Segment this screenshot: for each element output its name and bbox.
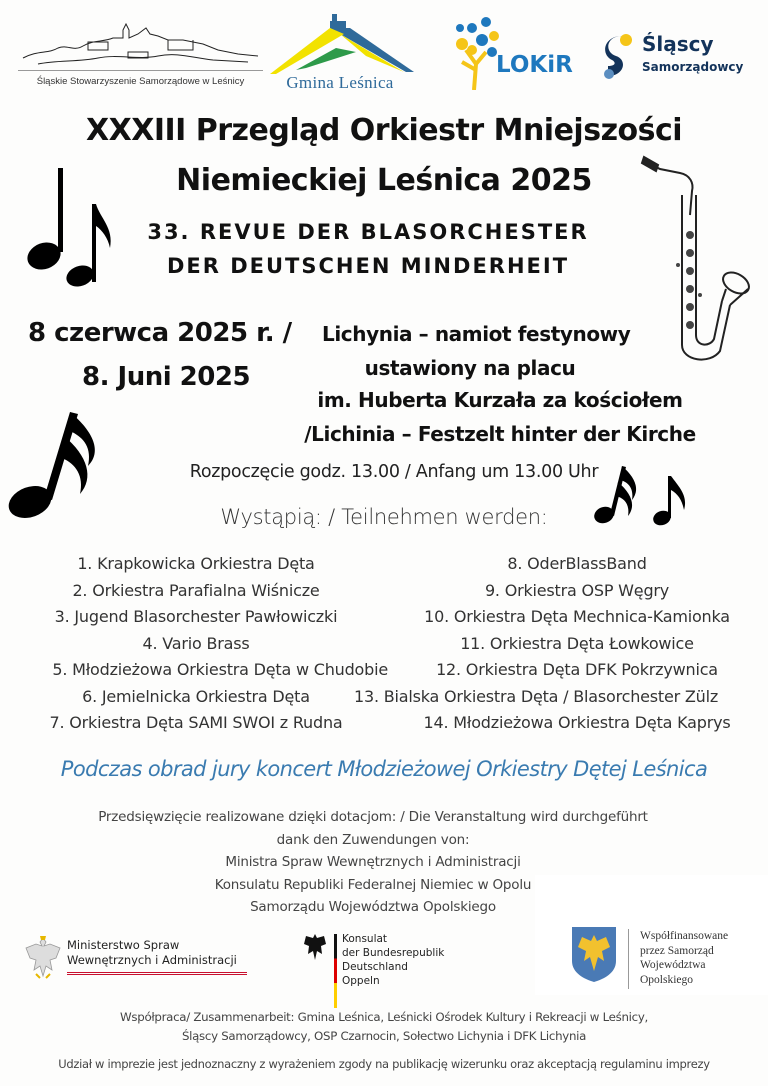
list-item: 14. Młodzieżowa Orkiestra Dęta Kaprys [423, 713, 731, 732]
list-item: 12. Orkiestra Dęta DFK Pokrzywnica [436, 660, 718, 679]
culture-tree-icon [452, 14, 502, 90]
slascy-wordmark: Śląscy [642, 32, 714, 56]
konsulat-line1: Konsulat [342, 933, 388, 945]
list-item: 1. Krapkowicka Orkiestra Dęta [77, 554, 315, 573]
logo-gmina-lesnica [266, 12, 414, 94]
date-polish: 8 czerwca 2025 r. / [28, 318, 292, 348]
lokir-wordmark: LOKiR [496, 52, 573, 78]
logo-konsulat [302, 932, 512, 1012]
konsulat-name [342, 932, 512, 988]
logo-slaskie-stowarzyszenie-samorzadowe [18, 20, 263, 95]
list-item: 13. Bialska Orkiestra Dęta / Blasorchester Zülz [354, 686, 719, 706]
venue-line4: /Lichinia – Festzelt hinter der Kirche [304, 422, 696, 446]
participants-list-right [354, 553, 768, 739]
german-flag-stripe [334, 934, 337, 1008]
venue-line1: Lichynia – namiot festynowy [322, 322, 631, 346]
list-item: 10. Orkiestra Dęta Mechnica-Kamionka [424, 607, 730, 626]
participants-heading: Wystąpią: / Teilnehmen werden: [220, 505, 548, 529]
logo-slascy-samorzadowcy [602, 32, 742, 84]
logo-lokir [452, 14, 582, 90]
logo-caption: Gmina Leśnica [286, 73, 394, 92]
mswia-line2: Wewnętrznych i Administracji [67, 952, 237, 967]
participants-list-left [0, 553, 392, 739]
mswia-line1: Ministerstwo Spraw [67, 938, 180, 952]
music-notes-icon [24, 168, 114, 288]
event-title-line2: Niemieckiej Leśnica 2025 [176, 163, 592, 198]
start-time: Rozpoczęcie godz. 13.00 / Anfang um 13.00 Uhr [189, 462, 599, 482]
konsulat-line3: Oppeln [342, 975, 380, 987]
roof-emblem-icon [266, 12, 414, 74]
opolskie-line3: Województwa [640, 959, 706, 971]
konsulat-line2: der Bundesrepublik Deutschland [342, 947, 445, 973]
s-emblem-icon [602, 32, 638, 80]
venue-line2: ustawiony na placu [364, 356, 576, 380]
divider [18, 70, 263, 71]
opolskie-text [640, 929, 728, 987]
saxophone-icon [640, 155, 755, 370]
opolskie-coat-of-arms-icon [570, 925, 618, 983]
event-title-line1: XXXIII Przegląd Orkiestr Mniejszości [85, 113, 683, 148]
list-item: 9. Orkiestra OSP Węgry [484, 580, 670, 600]
consent-notice: Udział w imprezie jest jednoznaczny z wyrażeniem zgody na publikację wizerunku oraz akceptacją regulaminu imprezy [58, 1057, 710, 1071]
event-subtitle-line2: DER DEUTSCHEN MINDERHEIT [166, 254, 570, 278]
cooperation-info [0, 1008, 768, 1046]
funding-line: Konsulatu Republiki Federalnej Niemiec w Opolu [214, 876, 532, 893]
opolskie-line4: Opolskiego [640, 973, 694, 986]
logo-mswia [22, 934, 247, 980]
red-divider [67, 972, 247, 975]
list-item: 8. OderBlassBand [507, 554, 647, 573]
german-eagle-icon [302, 932, 328, 962]
funding-line: Samorządu Województwa Opolskiego [250, 899, 496, 915]
list-item: 3. Jugend Blasorchester Pawłowiczki [54, 607, 338, 626]
logo-wojewodztwo-opolskie [570, 925, 760, 995]
opolskie-line1: Współfinansowane [640, 930, 729, 942]
cooperation-line: Śląscy Samorządowcy, OSP Czarnocin, Sołectwo Lichynia i DFK Lichynia [181, 1029, 587, 1043]
venue-line3: im. Huberta Kurzała za kościołem [317, 388, 683, 412]
mswia-name [67, 938, 237, 967]
list-item: 5. Młodzieżowa Orkiestra Dęta w Chudobie [52, 660, 388, 679]
funding-line: Przedsięwzięcie realizowane dzięki dotacjom: / Die Veranstaltung wird durchgeführt [98, 809, 648, 825]
list-item: 4. Vario Brass [142, 633, 250, 653]
jury-concert-note: Podczas obrad jury koncert Młodzieżowej Orkiestry Dętej Leśnica [60, 757, 708, 781]
logo-caption: Śląskie Stowarzyszenie Samorządowe w Leśnicy [36, 76, 245, 87]
list-item: 11. Orkiestra Dęta Łowkowice [460, 633, 694, 653]
funding-line: Ministra Spraw Wewnętrznych i Administracji [225, 854, 521, 870]
event-subtitle-line1: 33. REVUE DER BLASORCHESTER [147, 220, 589, 244]
list-item: 2. Orkiestra Parafialna Wiśnicze [72, 580, 320, 600]
list-item: 6. Jemielnicka Orkiestra Dęta [82, 686, 310, 706]
town-skyline-sketch-icon [18, 20, 263, 70]
funding-line: dank den Zuwendungen von: [276, 831, 470, 848]
list-item: 7. Orkiestra Dęta SAMI SWOI z Rudna [49, 713, 343, 732]
polish-eagle-icon [22, 934, 64, 980]
cooperation-line: Współpraca/ Zusammenarbeit: Gmina Leśnica, Leśnicki Ośrodek Kultury i Rekreacji w Leśnicy, [120, 1010, 648, 1024]
date-german: 8. Juni 2025 [82, 362, 251, 392]
opolskie-line2: przez Samorząd [640, 944, 714, 957]
divider [628, 929, 629, 989]
samorzadowcy-wordmark: Samorządowcy [642, 60, 744, 74]
